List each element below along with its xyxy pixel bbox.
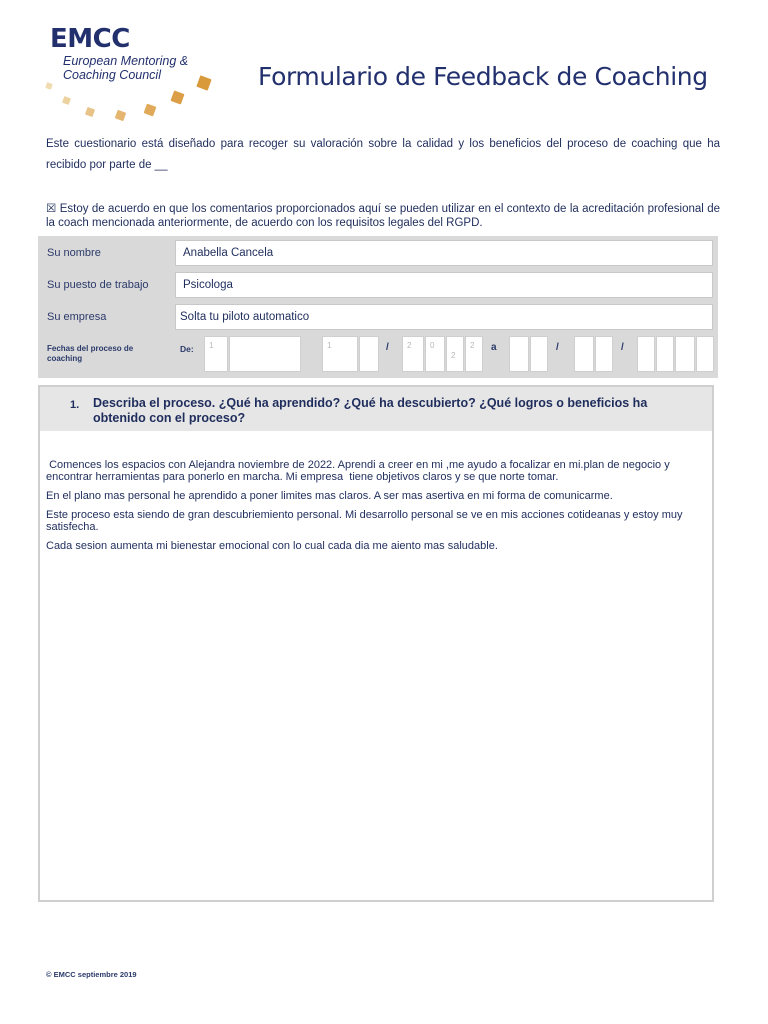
date-separator: /	[556, 342, 559, 353]
date-cell[interactable]	[595, 336, 613, 372]
question-text: Describa el proceso. ¿Qué ha aprendido? ¿Qué ha descubierto? ¿Qué logros o beneficios ha obtenido con el proceso?	[93, 396, 648, 425]
job-value: Psicologa	[183, 279, 233, 291]
name-field[interactable]	[175, 240, 713, 266]
question-header	[40, 387, 712, 431]
date-digit: 2	[451, 351, 456, 360]
date-cell[interactable]	[656, 336, 674, 372]
date-cell[interactable]	[359, 336, 379, 372]
logo-dot	[45, 82, 53, 90]
logo-dot	[62, 96, 71, 105]
job-label: Su puesto de trabajo	[47, 279, 149, 291]
info-section	[38, 236, 718, 378]
logo-dot	[115, 110, 127, 122]
consent-text: Estoy de acuerdo en que los comentarios proporcionados aquí se pueden utilizar en el contexto de la acreditación profesional de la coach mencionada anteriormente, de acuerdo con los requisitos legales del RGPD.	[46, 203, 721, 229]
to-label: a	[491, 342, 497, 353]
date-digit-cell[interactable]	[322, 336, 358, 372]
answer-field[interactable]	[46, 459, 701, 559]
logo-dot	[85, 107, 95, 117]
logo-line-2: Coaching Council	[63, 68, 161, 82]
date-cell[interactable]	[509, 336, 529, 372]
answer-paragraph: En el plano mas personal he aprendido a poner limites mas claros. A ser mas asertiva en mi forma de comunicarme.	[46, 490, 613, 502]
company-field[interactable]	[175, 304, 713, 330]
job-field[interactable]	[175, 272, 713, 298]
name-row	[38, 238, 718, 268]
date-digit: 2	[407, 341, 412, 350]
date-cell[interactable]	[530, 336, 548, 372]
date-digit: 1	[209, 341, 214, 350]
date-digit: 2	[470, 341, 475, 350]
date-digit-cell[interactable]	[204, 336, 228, 372]
from-label: De:	[180, 344, 194, 354]
dates-label: Fechas del proceso de coaching	[47, 344, 134, 363]
date-separator: /	[621, 342, 624, 353]
question-section	[38, 385, 714, 902]
date-cell[interactable]	[696, 336, 714, 372]
answer-paragraph: Comences los espacios con Alejandra noviembre de 2022. Aprendi a creer en mi ,me ayudo a focalizar en mi.plan de negocio y encontrar herramientas para ponerlo en marcha. Mi empresa tiene objetivos claros y se que norte tomar.	[46, 459, 673, 483]
date-cell[interactable]	[637, 336, 655, 372]
company-label: Su empresa	[47, 311, 107, 323]
consent-checkbox[interactable]: ☒	[46, 203, 57, 215]
emcc-logo	[46, 24, 226, 124]
date-digit: 0	[430, 341, 435, 350]
consent-paragraph	[46, 202, 720, 230]
date-separator: /	[386, 342, 389, 353]
date-digit-cell[interactable]	[465, 336, 483, 372]
company-row	[38, 302, 718, 332]
answer-paragraph: Este proceso esta siendo de gran descubriemiento personal. Mi desarrollo personal se ve en mis acciones cotideanas y estoy muy satisfecha.	[46, 509, 683, 533]
name-label: Su nombre	[47, 247, 101, 259]
name-value: Anabella Cancela	[183, 247, 274, 259]
date-cell[interactable]	[675, 336, 695, 372]
intro-text: Este cuestionario está diseñado para recoger su valoración sobre la calidad y los beneficios del proceso de coaching que ha recibido por parte de __	[46, 138, 720, 171]
answer-paragraph: Cada sesion aumenta mi bienestar emocional con lo cual cada dia me aiento mas saludable.	[46, 540, 498, 552]
date-digit-cell[interactable]	[402, 336, 424, 372]
date-cell[interactable]	[574, 336, 594, 372]
question-number: 1.	[70, 399, 80, 411]
footer-copyright: © EMCC septiembre 2019	[46, 970, 137, 979]
job-row	[38, 270, 718, 300]
date-digit-cell[interactable]	[446, 336, 464, 372]
date-digit-cell[interactable]	[425, 336, 445, 372]
date-cell[interactable]	[229, 336, 301, 372]
logo-line-1: European Mentoring &	[63, 54, 189, 68]
company-value: Solta tu piloto automatico	[180, 311, 310, 323]
date-digit: 1	[327, 341, 332, 350]
logo-dot	[170, 90, 184, 104]
page-title: Formulario de Feedback de Coaching	[258, 62, 708, 91]
logo-dot	[196, 75, 211, 90]
logo-dot	[144, 104, 157, 117]
logo-mark: EMCC	[50, 24, 130, 54]
